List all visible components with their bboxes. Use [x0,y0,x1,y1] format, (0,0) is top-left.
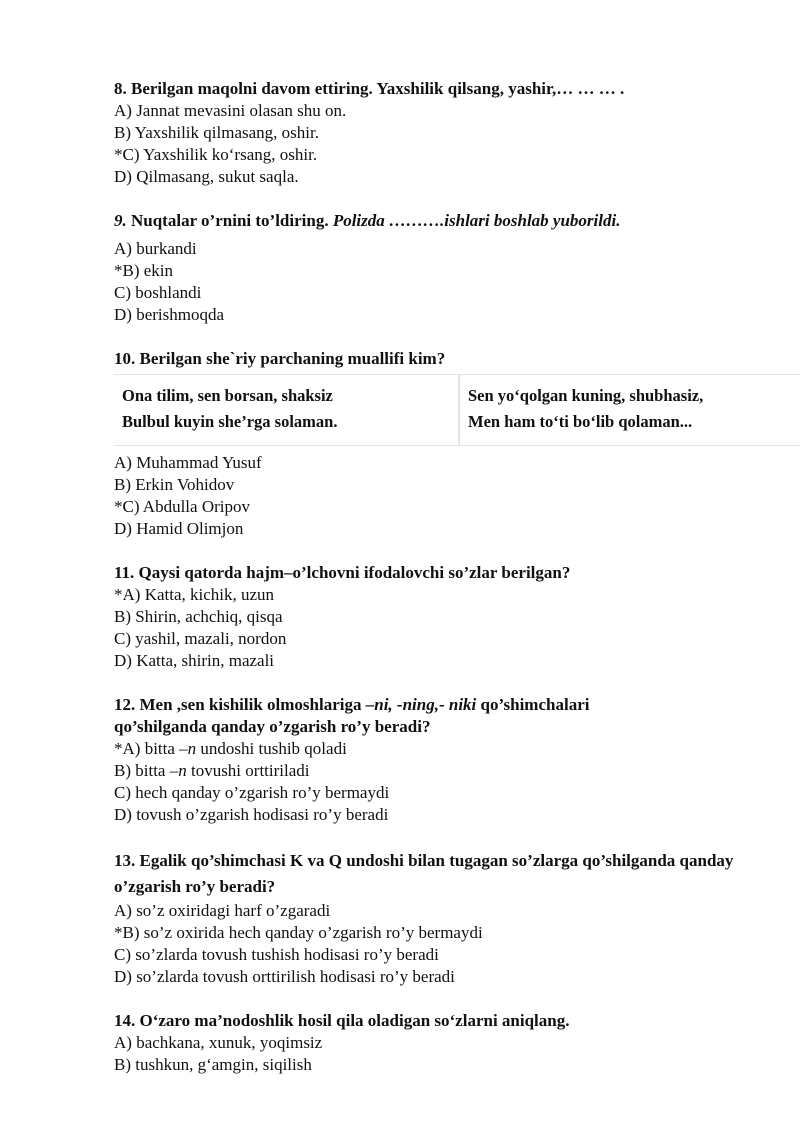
option-c: C) boshlandi [114,283,202,302]
option-a: A) so’z oxiridagi harf o’zgaradi [114,901,331,920]
question-text: 8. Berilgan maqolni davom ettiring. Yaxshilik qilsang, yashir,… … … . [114,79,625,98]
option-c: *C) Abdulla Oripov [114,497,250,516]
option-a: A) Jannat mevasini olasan shu on. [114,101,347,120]
question-text [114,210,794,232]
option-d: D) Qilmasang, sukut saqla. [114,167,299,186]
question-prompt: 12. Men ,sen kishilik olmoshlariga [114,695,366,714]
question-text-line-2: qo’shilganda qanday o’zgarish ro’y beradi? [114,717,431,736]
question-prompt-end: qo’shimchalari [476,695,590,714]
poem-right-column [458,375,800,445]
option-a: A) Muhammad Yusuf [114,453,262,472]
question-8 [114,78,794,188]
option-d: D) Hamid Olimjon [114,519,244,538]
option-b-text: B) bitta – [114,761,179,780]
poem-line: Men ham to‘ti bo‘lib qolaman... [468,412,693,431]
option-b: B) Yaxshilik qilmasang, oshir. [114,123,319,142]
option-b: *B) ekin [114,261,174,280]
option-d: D) berishmoqda [114,305,225,324]
option-d: D) Katta, shirin, mazali [114,651,275,670]
poem-table [114,374,800,446]
option-c: C) yashil, mazali, nordon [114,629,287,648]
option-a: A) bachkana, xunuk, yoqimsiz [114,1033,323,1052]
test-document [114,78,794,1090]
question-text: 10. Berilgan she`riy parchaning muallifi kim? [114,349,446,368]
option-c: C) hech qanday o’zgarish ro’y bermaydi [114,783,390,802]
option-b-text-end: tovushi orttiriladi [186,761,310,780]
question-14 [114,1010,794,1076]
poem-line: Bulbul kuyin she’rga solaman. [122,412,338,431]
option-a-letter: n [187,739,197,758]
question-13 [114,848,794,988]
question-sentence: Polizda ……….ishlari boshlab yuborildi. [328,211,621,230]
option-a [114,738,794,760]
option-d: D) tovush o’zgarish hodisasi ro’y beradi [114,805,389,824]
option-b: B) Shirin, achchiq, qisqa [114,607,283,626]
question-11 [114,562,794,672]
option-d: D) so’zlarda tovush orttirilish hodisasi ro’y beradi [114,967,455,986]
option-c: *C) Yaxshilik ko‘rsang, oshir. [114,145,318,164]
option-b [114,760,794,782]
option-a: *A) Katta, kichik, uzun [114,585,275,604]
question-prompt: Nuqtalar o’rnini to’ldiring. [126,211,329,230]
option-c: C) so’zlarda tovush tushish hodisasi ro’y beradi [114,945,439,964]
option-a: A) burkandi [114,239,197,258]
question-text: 13. Egalik qo’shimchasi K va Q undoshi bilan tugagan so’zlarga qo’shilganda qanday o’zgarish ro’y beradi? [114,851,734,896]
question-10 [114,348,794,540]
option-b: B) tushkun, g‘amgin, siqilish [114,1055,312,1074]
poem-line: Sen yo‘qolgan kuning, shubhasiz, [468,386,704,405]
question-text: 11. Qaysi qatorda hajm–o’lchovni ifodalovchi so’zlar berilgan? [114,563,571,582]
poem-left-column [114,375,458,445]
option-b: B) Erkin Vohidov [114,475,235,494]
question-12 [114,694,794,826]
question-number: 9. [114,211,127,230]
option-a-text: *A) bitta – [114,739,188,758]
question-text: 14. O‘zaro ma’nodoshlik hosil qila oladigan so‘zlarni aniqlang. [114,1011,570,1030]
question-text [114,694,794,716]
question-9 [114,210,794,326]
option-a-text-end: undoshi tushib qoladi [196,739,347,758]
question-suffixes: –ni, -ning,- niki [365,695,477,714]
option-b: *B) so’z oxirida hech qanday o’zgarish ro’y bermaydi [114,923,483,942]
poem-line: Ona tilim, sen borsan, shaksiz [122,386,333,405]
option-b-letter: n [178,761,187,780]
